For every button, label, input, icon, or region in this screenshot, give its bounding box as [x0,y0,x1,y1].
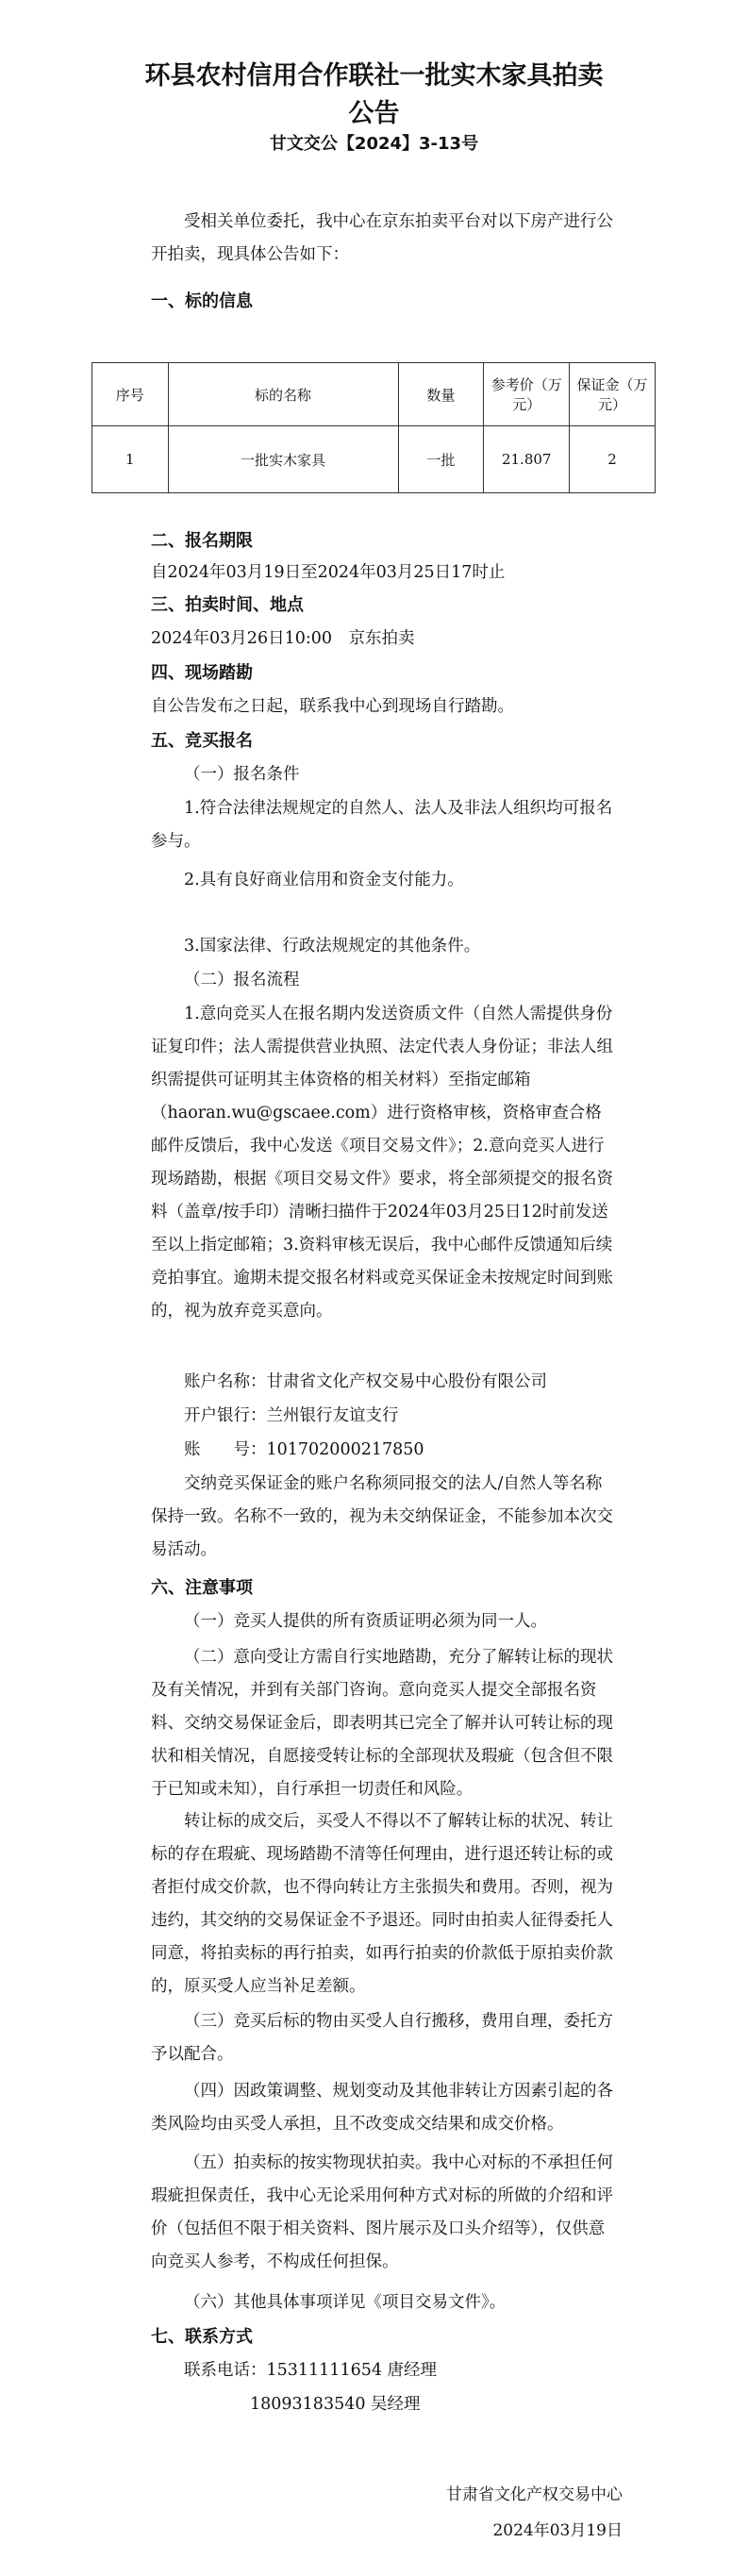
condition-2: 2.具有良好商业信用和资金支付能力。 [184,871,464,889]
contact-line-1: 联系电话：15311111654 唐经理 [184,2361,438,2380]
table-cell: 2 [570,426,656,493]
account-bank: 开户银行：兰州银行友谊支行 [184,1406,399,1425]
table-header-cell: 序号 [92,363,169,426]
table-header-row [92,363,656,426]
table-cell: 21.807 [484,426,570,493]
note-1: （一）竞买人提供的所有资质证明必须为同一人。 [184,1612,547,1631]
registration-process: 1.意向竞买人在报名期内发送资质文件（自然人需提供身份证复印件；法人需提供营业执照、法定代表人身份证；非法人组织需提供可证明其主体资格的相关材料）至指定邮箱（haoran.wu@gscaee.com）进行资格审核，资格审查合格邮件反馈后，我中心发送《项目交易文件》；2.意向竞买人进行现场踏勘，根据《项目交易文件》要求，将全部须提交的报名资料（盖章/按手印）清晰扫描件于2024年03月25日12时前发送至以上指定邮箱；3.资料审核无误后，我中心邮件反馈通知后续竞拍事宜。逾期未提交报名材料或竞买保证金未按规定时间到账的，视为放弃竞买意向。 [151,1005,613,1321]
section-heading-5: 五、竞买报名 [151,731,253,751]
section-heading-7: 七、联系方式 [151,2327,253,2347]
contact-line-2: 18093183540 吴经理 [250,2395,421,2414]
account-name: 账户名称：甘肃省文化产权交易中心股份有限公司 [184,1372,547,1391]
note-2-continued: 转让标的成交后，买受人不得以不了解转让标的状况、转让标的存在瑕疵、现场踏勘不清等任何理由，进行退还转让标的或者拒付成交价款，也不得向转让方主张损失和费用。否则，视为违约，其交纳的交易保证金不予退还。同时由拍卖人征得委托人同意，将拍卖标的再行拍卖，如再行拍卖的价款低于原拍卖价款的，原买受人应当补足差额。 [151,1812,613,1996]
table-header-cell: 保证金（万元） [570,363,656,426]
section-heading-2: 二、报名期限 [151,531,253,551]
note-2: （二）意向受让方需自行实地踏勘，充分了解转让标的现状及有关情况，并到有关部门咨询。意向竞买人提交全部报名资料、交纳交易保证金后，即表明其已完全了解并认可转让标的现状和相关情况，自愿接受转让标的全部现状及瑕疵（包含但不限于已知或未知），自行承担一切责任和风险。 [151,1648,613,1799]
section-heading-3: 三、拍卖时间、地点 [151,595,304,615]
section-heading-4: 四、现场踏勘 [151,663,253,683]
auction-time-place: 2024年03月26日10:00 京东拍卖 [151,629,415,648]
page-title-line2: 公告 [348,99,400,128]
signature-organization: 甘肃省文化产权交易中心 [446,2485,623,2504]
condition-3: 3.国家法律、行政法规规定的其他条件。 [184,937,481,956]
table-header-cell: 参考价（万元） [484,363,570,426]
condition-1: 1.符合法律法规规定的自然人、法人及非法人组织均可报名参与。 [151,799,613,851]
page-title-line1: 环县农村信用合作联社一批实木家具拍卖 [144,61,604,91]
signature-date: 2024年03月19日 [492,2521,623,2540]
note-4: （四）因政策调整、规划变动及其他非转让方因素引起的各类风险均由买受人承担，且不改变成交结果和成交价格。 [151,2082,613,2134]
section-heading-1: 一、标的信息 [151,291,253,311]
account-number: 账 号：101702000217850 [184,1440,424,1459]
site-inspection-text: 自公告发布之日起，联系我中心到现场自行踏勘。 [151,697,514,716]
lot-table [91,362,656,493]
subheading-process: （二）报名流程 [184,971,300,989]
section-heading-6: 六、注意事项 [151,1578,253,1598]
table-cell: 一批 [398,426,484,493]
table-cell: 1 [92,426,169,493]
table-header-cell: 数量 [398,363,484,426]
registration-period: 自2024年03月19日至2024年03月25日17时止 [151,563,506,582]
intro-paragraph: 受相关单位委托，我中心在京东拍卖平台对以下房产进行公开拍卖，现具体公告如下： [151,212,613,264]
note-3: （三）竞买后标的物由买受人自行搬移，费用自理，委托方予以配合。 [151,2012,613,2064]
document-number: 甘文交公【2024】3-13号 [269,134,479,154]
note-5: （五）拍卖标的按实物现状拍卖。我中心对标的不承担任何瑕疵担保责任，我中心无论采用何种方式对标的所做的介绍和评价（包括但不限于相关资料、图片展示及口头介绍等），仅供意向竞买人参考，不构成任何担保。 [151,2153,613,2271]
subheading-conditions: （一）报名条件 [184,765,300,784]
note-6: （六）其他具体事项详见《项目交易文件》。 [184,2293,507,2312]
account-note: 交纳竞买保证金的账户名称须同报交的法人/自然人等名称保持一致。名称不一致的，视为未交纳保证金，不能参加本次交易活动。 [151,1474,613,1559]
table-header-cell: 标的名称 [168,363,398,426]
table-cell: 一批实木家具 [168,426,398,493]
table-row [92,426,656,493]
